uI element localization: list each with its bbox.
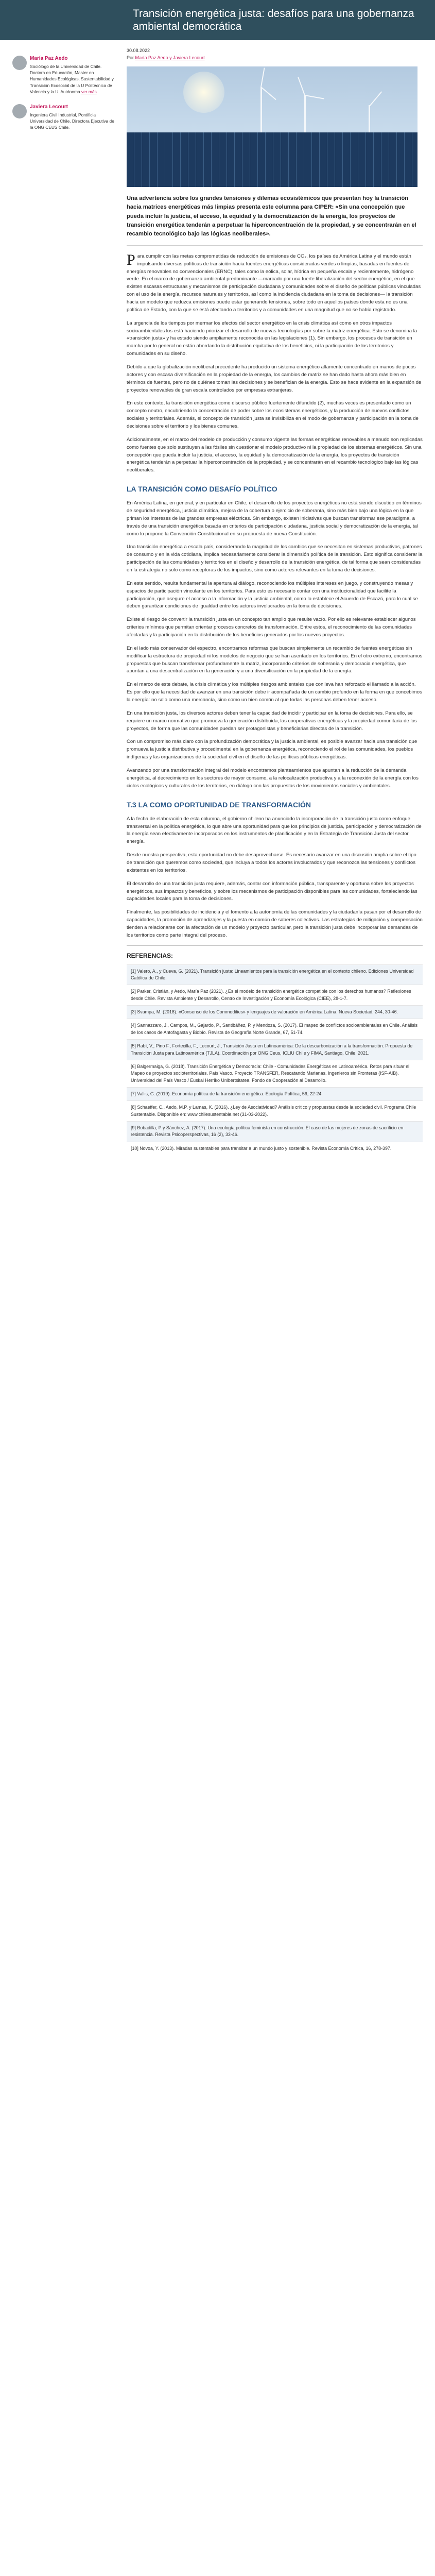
reference-item: [3] Svampa, M. (2018). «Consenso de los Commodities» y lenguajes de valoración en América Latina. Nueva Sociedad, 244, 30-46. (127, 1005, 423, 1019)
author-bio: Ingeniera Civil Industrial, Pontificia Universidad de Chile. Directora Ejecutiva de la ONG CEUS Chile. (30, 112, 114, 130)
sun-glow (183, 72, 224, 113)
paragraph: En este sentido, resulta fundamental la apertura al diálogo, reconociendo los múltiples intereses en juego, y construyendo mesas y espacios de participación vinculante en los territorios. Para esto es necesario contar con una institucionalidad que facilite la participación, que asegure el acceso a la información y la justicia ambiental, como lo establece el Acuerdo de Escazú, para lo cual se deben garantizar condiciones de igualdad entre los actores involucrados en la toma de decisiones. (127, 580, 418, 609)
paragraph: En una transición justa, los diversos actores deben tener la capacidad de incidir y participar en la toma de decisiones. Para ello, se requiere un marco normativo que promueva la generación distribuida, las cooperativas energéticas y la propiedad comunitaria de los proyectos, de forma que las comunidades puedan ser protagonistas y beneficiarias directas de la transición. (127, 710, 417, 732)
reference-item: [5] Rabí, V., Pino F., Fortecilla, F., Lecourt, J., Transición Justa en Latinoamérica: De la descarbonización a la transformación. Propuesta de Transición Justa para Latinoamérica (TJLA). Coordinación por ONG Ceus, ICLIU Chile y FIMA, Santiago, Chile, 2021. (127, 1039, 423, 1060)
paragraph: En el marco de este debate, la crisis climática y los múltiples riesgos ambientales que conlleva han reforzado el llamado a la acción. Es por ello que la necesidad de avanzar en una transición debe ir acompañada de un cambio profundo en la forma en que concebimos la energía: no solo como una mercancía, sino como un bien común al que todas las personas deben tener acceso. (127, 682, 422, 703)
article-title: Transición energética justa: desafíos para una gobernanza ambiental democrática (133, 8, 414, 33)
reference-item: [6] Balgermaiga, G. (2018). Transición Energética y Democracia: Chile - Comunidades Energéticas en Latinoamérica. Retos para situar el Mapeo de proyectos socioterritoriales. País Vasco. Proyecto TRANSFER, Rescatando Marianas. Ingenieros sin Fronteras (ISF-AIB). Universidad del País Vasco / Euskal Herriko Unibertsitatea. Fondo de Cooperación al Desarrollo. (127, 1060, 423, 1087)
section-heading: T.3 LA COMO OPORTUNIDAD DE TRANSFORMACIÓN (127, 800, 311, 809)
reference-item: [4] Sannazzaro, J., Campos, M., Gajardo, P., Santibáñez, P. y Mendoza, S. (2017). El mapeo de conflictos socioambientales en Chile. Análisis de los casos de Antofagasta y Biobío. Revista de Geografía Norte Grande, 67, 51-74. (127, 1019, 423, 1039)
paragraph: Adicionalmente, en el marco del modelo de producción y consumo vigente las formas energéticas renovables a menudo son replicadas como fuentes que solo sustituyen a las fósiles sin cuestionar el modelo productivo ni la propiedad de los sistemas energéticos. Sin una concepción que pueda incluir la justicia, el acceso, la equidad y la democratización de la energía, los proyectos de transición energética tenderán a perpetuar la hiperconcentración de la propiedad, y se concentrarán en el recambio tecnológico bajo las lógicas neoliberales. (127, 436, 423, 473)
author-name[interactable]: Javiera Lecourt (30, 104, 68, 110)
author-bio: Sociólogo de la Universidad de Chile. Doctora en Educación, Master en Humanidades Ecológicas, Sustentabilidad y Transición Ecosocial de la U Politécnica de Valencia y la U. Autónoma ver más (30, 64, 114, 94)
article-body (123, 46, 423, 1155)
reference-item: [10] Novoa, Y. (2013). Miradas sustentables para transitar a un mundo justo y sostenible. Revista Economía Crítica, 16, 278-397. (127, 1142, 423, 1155)
wind-turbine (369, 105, 370, 136)
paragraph: Existe el riesgo de convertir la transición justa en un concepto tan amplio que resulte vacío. Por ello es relevante establecer algunos criterios mínimos que permitan orientar procesos concretos de transformación. Entre estos, el reconocimiento de las comunidades afectadas y la participación en la distribución de los beneficios generados por los nuevos proyectos. (127, 617, 416, 638)
paragraph: Avanzando por una transformación integral del modelo encontramos planteamientos que apuntan a la reducción de la demanda energética, al decrecimiento en los sectores de mayor consumo, a la relocalización productiva y a la reconexión de la energía con los ciclos ecológicos y culturales de los territorios, en diálogo con las propuestas de los movimientos sociales y ambientales. (127, 768, 419, 789)
reference-item: [9] Bobadilla, P y Sánchez, A. (2017). Una ecología política feminista en construcción: El caso de las mujeres de zonas de sacrificio en resistencia. Revista Psicoperspectivas, 16 (2), 33-46. (127, 1121, 423, 1142)
paragraph: A la fecha de elaboración de esta columna, el gobierno chileno ha anunciado la incorporación de la transición justa como enfoque transversal en la política energética, lo que abre una oportunidad para que los principios de justicia, participación y democratización de la energía sean efectivamente incorporados en los instrumentos de planificación y en la Estrategia de Transición Justa del sector energía. (127, 816, 422, 845)
reference-item: [8] Schaeffer, C., Aedo, M.P. y Lamas, K. (2016). ¿Ley de Asociatividad? Análisis crítico y propuestas desde la sociedad civil. Programa Chile Sustentable. Disponible en: www.chilesustentable.net (31-03-2022). (127, 1100, 423, 1121)
author-sidebar (12, 46, 123, 1155)
avatar (12, 104, 27, 118)
article-header (0, 0, 435, 40)
article-date: 30.08.2022 (127, 48, 150, 53)
section-heading: LA TRANSICIÓN COMO DESAFÍO POLÍTICO (127, 485, 277, 494)
reference-item: [1] Valero, A., y Cueva, G. (2021). Transición justa: Lineamientos para la transición energética en el contexto chileno. Ediciones Universidad Católica de Chile. (127, 964, 423, 985)
paragraph: Para cumplir con las metas comprometidas de reducción de emisiones de CO₂, los países de América Latina y el mundo están impulsando diversas políticas de transición hacia fuentes energéticas consideradas verdes o limpias, basadas en fuentes de energías renovables no convencionales (ERNC), tales como la eólica, solar, hídrica en pequeña escala y recientemente, hidrógeno verde. En el marco de gobernanza ambiental predominante —marcado por una fuerte liberalización del sector energético, en el que existen escasas estructuras y mecanismos de participación ciudadana y comunidades sobre el diseño de políticas públicas vinculadas con el uso de la energía, recursos naturales y territorios, así como la incidencia ciudadana en la toma de decisiones— la transición hacia un modelo que reduzca emisiones puede estar generando tensiones, sobre todo en aquellos países donde esta no es una política de Estado, con la que se está afectando a territorios y a comunidades en una magnitud que no se había registrado. (127, 251, 421, 313)
author-more-link[interactable]: ver más (81, 89, 97, 94)
author-card (12, 55, 115, 95)
paragraph: El desarrollo de una transición justa requiere, además, contar con información pública, transparente y oportuna sobre los proyectos energéticos, sus impactos y beneficios, y sobre los mecanismos de participación disponibles para las comunidades, fortaleciendo las capacidades locales para la toma de decisiones. (127, 880, 417, 902)
avatar (12, 56, 27, 70)
divider (127, 945, 423, 946)
paragraph: Finalmente, las posibilidades de incidencia y el fomento a la autonomía de las comunidades y la ciudadanía pasan por el desarrollo de capacidades, la promoción de aprendizajes y la puesta en común de saberes colectivos. Las estrategias de mitigación y compensación tienden a relacionarse con la afectación de un modelo y proyecto particular, pero la transición justa debe incorporar las demandas de los territorios como parte integral del proceso. (127, 909, 423, 938)
reference-item: [2] Parker, Cristián, y Aedo, María Paz (2021). ¿Es el modelo de transición energética compatible con los derechos humanos? Reflexiones desde Chile. Revista Ambiente y Desarrollo, Centro de Investigación y Economía Ecológica (CIEE), 28-1-7. (127, 985, 423, 1005)
hero-image (127, 66, 417, 187)
paragraph: Con un compromiso más claro con la profundización democrática y la justicia ambiental, es posible avanzar hacia una transición que promueva la justicia distributiva y procedimental en la gobernanza energética, reconociendo el rol de las comunidades, los pueblos indígenas y las organizaciones de la sociedad civil en el diseño de las políticas públicas energéticas. (127, 739, 417, 760)
references-heading: REFERENCIAS: (127, 952, 173, 959)
paragraph: La urgencia de los tiempos por mermar los efectos del sector energético en la crisis climática así como en otros impactos socioambientales los está haciendo priorizar el desarrollo de nuevas tecnologías por sobre la matriz energética. Esto se denomina la «transición justa» y ha estado siendo ampliamente reconocida en las legislaciones (1). Sin embargo, los procesos de transición en marcha por lo general no están abordando la distribución equitativa de los beneficios, ni la participación de los territorios y comunidades en su diseño. (127, 320, 417, 357)
reference-item: [7] Vallis, G. (2019). Economía política de la transición energética. Ecología Política, 56, 22-24. (127, 1087, 423, 1100)
author-name[interactable]: María Paz Aedo (30, 56, 68, 61)
divider (127, 245, 423, 246)
wind-turbine (304, 95, 306, 136)
paragraph: En América Latina, en general, y en particular en Chile, el desarrollo de los proyectos energéticos no está siendo discutido en términos de seguridad energética, justicia climática, mejora de la cobertura o ejercicio de soberanía, sino más bien bajo una lógica en la que priman los intereses de las grandes empresas eléctricas. Sin embargo, existen iniciativas que buscan transformar ese paradigma, a través de una transición energética basada en criterios de participación ciudadana, justicia social y democratización de la energía, tal como lo propone la Convención Constitucional en su propuesta de nueva Constitución. (127, 500, 422, 537)
author-card (12, 103, 115, 131)
wind-turbine (260, 87, 262, 136)
paragraph: En el lado más conservador del espectro, encontramos reformas que buscan simplemente un recambio de fuentes energéticas sin modificar la estructura de propiedad ni los modelos de negocio que se han asentado en los territorios. En el otro extremo, encontramos propuestas que buscan transformar profundamente la matriz, incorporando criterios de soberanía y democracia energética, que apuntan a una descentralización en la generación y a una diversificación en la propiedad de la energía. (127, 645, 423, 674)
dropcap: P (127, 251, 135, 268)
paragraph: Debido a que la globalización neoliberal precedente ha producido un sistema energético altamente concentrado en manos de pocos actores y con escasa diversificación en la propiedad de la energía, los cambios de matriz se han dado hasta ahora más bien en términos de fuentes, pero no de quiénes toman las decisiones y se benefician de la energía. Esto se hace evidente en la expansión de proyectos renovables de gran escala controlados por empresas extranjeras. (127, 364, 422, 393)
solar-panels (127, 132, 417, 187)
byline-authors-link[interactable]: María Paz Aedo y Javiera Lecourt (135, 55, 205, 60)
article-lead: Una advertencia sobre los grandes tensiones y dilemas ecosistémicos que presentan hoy la transición hacia matrices energéticas más limpias presenta este columna para CIPER: «Sin una concepción que pueda incluir la justicia, el acceso, la equidad y la democratización de la energía, los proyectos de transición energética tenderán a perpetuar la hiperconcentración de la propiedad, y se concentrarán en el recambio tecnológico bajo las lógicas neoliberales». (127, 195, 416, 238)
paragraph: Una transición energética a escala país, considerando la magnitud de los cambios que se necesitan en sistemas productivos, patrones de consumo y en la vida cotidiana, implica necesariamente considerar la dimensión política de la transición. Esto significa considerar la participación de las comunidades y territorios en el diseño y desarrollo de la transición energética, de tal forma que sean consideradas en la estrategia no solo como receptoras de los impactos, sino como actores relevantes en la toma de decisiones. (127, 544, 423, 573)
paragraph: En este contexto, la transición energética como discurso público fuertemente difundido (2), muchas veces es presentado como un concepto neutro, encubriendo la concentración de poder sobre los ecosistemas energéticos, y la producción de nuevos conflictos sociales y territoriales. Además, el concepto de transición justa se invisibiliza en el modo de gobernanza y participación en la toma de decisiones sobre el territorio y los bienes comunes. (127, 400, 419, 429)
article-byline: Por María Paz Aedo y Javiera Lecourt (127, 55, 205, 60)
paragraph: Desde nuestra perspectiva, esta oportunidad no debe desaprovecharse. Es necesario avanzar en una discusión amplia sobre el tipo de transición que queremos como sociedad, que incluya a todos los actores involucrados y que reconozca las tensiones y conflictos existentes en los territorios. (127, 852, 416, 873)
